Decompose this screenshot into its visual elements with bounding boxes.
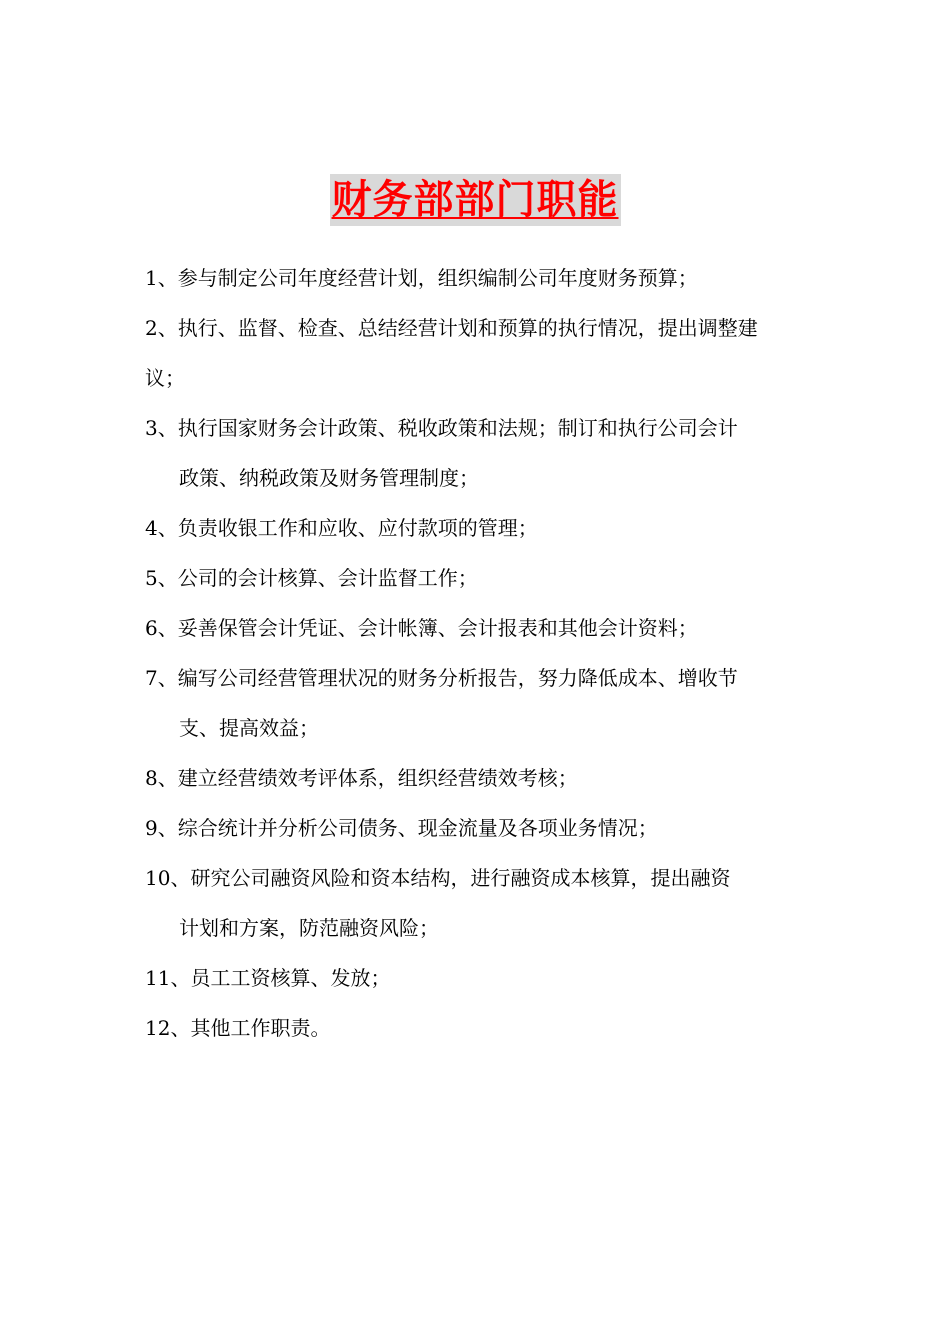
list-item-8 <box>145 753 807 803</box>
list-item-11 <box>145 953 807 1003</box>
item-text: 8、建立经营绩效考评体系，组织经营绩效考核； <box>145 766 578 790</box>
list-item-10 <box>145 853 807 953</box>
responsibilities-list <box>145 253 807 1053</box>
list-item-12 <box>145 1003 807 1053</box>
item-text-indented: 计划和方案，防范融资风险； <box>179 916 439 940</box>
list-item-2 <box>145 303 807 403</box>
item-text: 6、妥善保管会计凭证、会计帐簿、会计报表和其他会计资料； <box>145 616 698 640</box>
list-item-3 <box>145 403 807 503</box>
item-text: 4、负责收银工作和应收、应付款项的管理； <box>145 516 538 540</box>
item-text: 10、研究公司融资风险和资本结构，进行融资成本核算，提出融资 <box>145 866 731 890</box>
item-text: 5、公司的会计核算、会计监督工作； <box>145 566 478 590</box>
list-item-7 <box>145 653 807 753</box>
item-text: 2、执行、监督、检查、总结经营计划和预算的执行情况，提出调整建 <box>145 316 758 340</box>
list-item-1 <box>145 253 807 303</box>
item-text: 11、员工工资核算、发放； <box>145 966 391 990</box>
list-item-9 <box>145 803 807 853</box>
list-item-6 <box>145 603 807 653</box>
item-text: 12、其他工作职责。 <box>145 1016 331 1040</box>
item-text: 1、参与制定公司年度经营计划，组织编制公司年度财务预算； <box>145 266 698 290</box>
list-item-5 <box>145 553 807 603</box>
item-text: 7、编写公司经营管理状况的财务分析报告，努力降低成本、增收节 <box>145 666 738 690</box>
document-title: 财务部部门职能 <box>330 174 621 226</box>
item-text: 3、执行国家财务会计政策、税收政策和法规；制订和执行公司会计 <box>145 416 738 440</box>
item-text: 9、综合统计并分析公司债务、现金流量及各项业务情况； <box>145 816 658 840</box>
title-container <box>0 174 950 226</box>
list-item-4 <box>145 503 807 553</box>
item-text-continuation: 议； <box>145 366 185 390</box>
item-text-indented: 支、提高效益； <box>179 716 319 740</box>
item-text-indented: 政策、纳税政策及财务管理制度； <box>179 466 479 490</box>
